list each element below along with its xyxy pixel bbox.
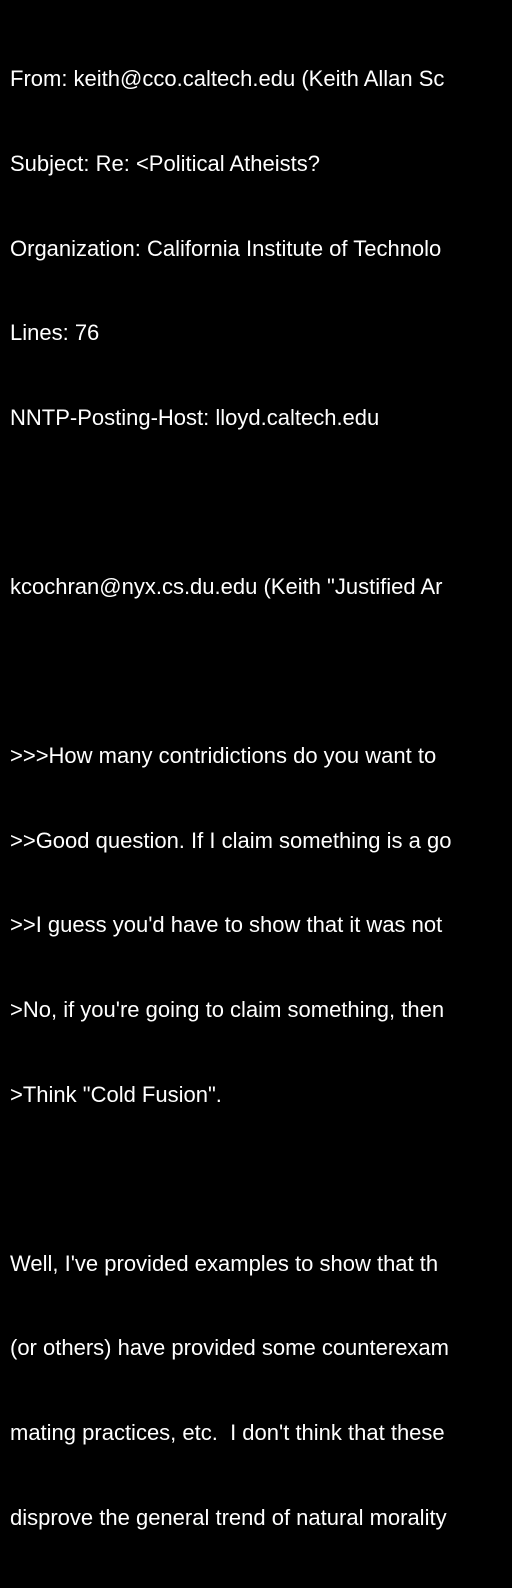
quoted-line: >>I guess you'd have to show that it was not <box>10 912 443 938</box>
header-nntp-host: NNTP-Posting-Host: lloyd.caltech.edu <box>10 404 380 430</box>
quoted-line: >>Good question. If I claim something is a go <box>10 827 452 853</box>
header-subject: Subject: Re: <Political Atheists? <box>10 151 320 176</box>
attribution-line: kcochran@nyx.cs.du.edu (Keith "Justified Ar <box>10 573 443 599</box>
header-lines: Lines: 76 <box>10 320 100 346</box>
header-organization: Organization: California Institute of Technolo <box>10 235 442 261</box>
paragraph-line: mating practices, etc. I don't think that these <box>10 1419 445 1445</box>
blank-line <box>10 658 512 686</box>
quoted-line: >>>How many contridictions do you want to <box>10 743 437 769</box>
quoted-line: >No, if you're going to claim something, then <box>10 996 445 1022</box>
paragraph-line: (or others) have provided some counterexam <box>10 1335 449 1361</box>
paragraph-line: disprove the general trend of natural morality <box>10 1504 447 1530</box>
paragraph-line: Well, I've provided examples to show that th <box>10 1250 439 1276</box>
message-text <box>10 9 512 1530</box>
blank-line <box>10 488 512 516</box>
quoted-line: >Think "Cold Fusion". <box>10 1081 222 1107</box>
blank-line <box>10 1165 512 1193</box>
header-from: From: keith@cco.caltech.edu (Keith Allan Sc <box>10 66 445 92</box>
